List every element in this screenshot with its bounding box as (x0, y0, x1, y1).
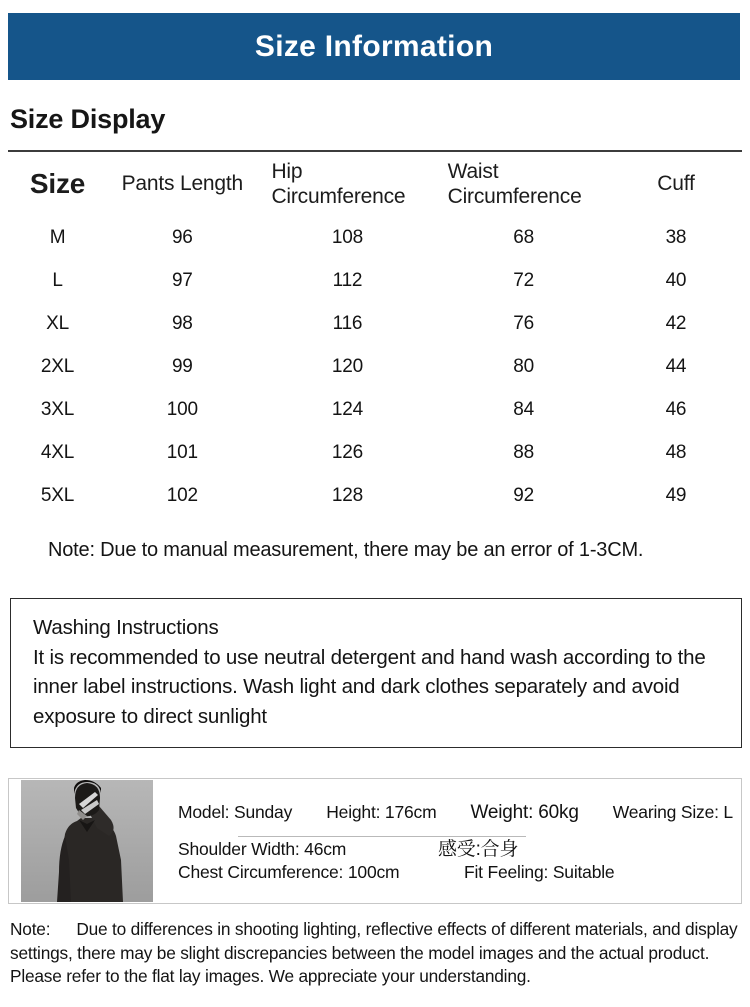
col-header-waist: Waist Circumference (447, 160, 582, 208)
model-stats-row (178, 802, 735, 824)
cell-cuff: 44 (665, 355, 687, 377)
model-height: Height: 176cm (326, 802, 437, 822)
cell-pants-length: 96 (171, 226, 193, 248)
cell-waist: 80 (513, 355, 534, 377)
cell-hip: 128 (331, 484, 364, 506)
col-header-size: Size (29, 168, 86, 199)
model-fit-feeling: Fit Feeling: Suitable (464, 862, 615, 882)
model-name: Model: Sunday (178, 802, 293, 822)
table-row (8, 431, 742, 474)
cell-size: 5XL (40, 484, 75, 506)
measurement-note: Note: Due to manual measurement, there may be an error of 1-3CM. (48, 539, 644, 561)
cell-pants-length: 102 (166, 484, 198, 506)
cell-size: M (49, 226, 66, 248)
cell-cuff: 40 (665, 269, 687, 291)
cell-cuff: 46 (665, 398, 687, 420)
table-row (8, 259, 742, 302)
model-divider (238, 836, 526, 837)
table-row (8, 216, 742, 259)
cell-hip: 124 (331, 398, 364, 420)
col-header-pants-length: Pants Length (121, 172, 243, 195)
cell-waist: 92 (513, 484, 534, 506)
cell-pants-length: 100 (166, 398, 198, 420)
table-row (8, 345, 742, 388)
model-chest: Chest Circumference: 100cm (178, 862, 400, 882)
model-details (153, 780, 741, 902)
cell-hip: 112 (332, 269, 363, 291)
size-information-banner (8, 13, 740, 80)
cell-size: 2XL (40, 355, 75, 377)
cell-pants-length: 101 (166, 441, 198, 463)
bottom-disclaimer (10, 918, 738, 989)
bottom-note-text: Due to differences in shooting lighting, reflective effects of different materials, and display settings, there may be slight discrepancies between the model images and the actual product. Please refer to the flat lay images. We appreciate your understanding. (10, 919, 738, 986)
cell-size: L (52, 269, 63, 291)
model-weight: Weight: 60kg (470, 802, 579, 823)
model-measurements-left (178, 838, 420, 884)
model-info-section (8, 778, 742, 904)
cell-pants-length: 99 (171, 355, 193, 377)
cell-cuff: 42 (665, 312, 687, 334)
size-display-heading: Size Display (10, 104, 166, 134)
cell-hip: 116 (332, 312, 363, 334)
washing-instructions-title: Washing Instructions (33, 616, 219, 639)
model-shoulder-width: Shoulder Width: 46cm (178, 839, 347, 859)
cell-hip: 120 (331, 355, 364, 377)
cell-size: 3XL (40, 398, 75, 420)
washing-instructions-box (10, 598, 742, 748)
col-header-cuff: Cuff (657, 172, 695, 195)
cell-cuff: 48 (665, 441, 687, 463)
cell-size: 4XL (40, 441, 75, 463)
bottom-note-label: Note: (10, 919, 51, 939)
table-row (8, 474, 742, 517)
cell-cuff: 49 (665, 484, 687, 506)
model-measurements-row (178, 838, 735, 884)
washing-instructions-body: It is recommended to use neutral detergent and hand wash according to the inner label instructions. Wash light and dark clothes separately and avoid exposure to direct sunlight (33, 645, 706, 728)
cell-waist: 68 (513, 226, 534, 248)
cell-size: XL (46, 312, 69, 334)
size-table (8, 150, 742, 517)
cell-waist: 76 (513, 312, 534, 334)
banner-title: Size Information (254, 29, 494, 63)
cell-waist: 88 (513, 441, 534, 463)
cell-hip: 126 (331, 441, 364, 463)
table-row (8, 388, 742, 431)
model-wearing-size: Wearing Size: L (612, 802, 733, 822)
model-fit-block (438, 838, 614, 884)
cell-hip: 108 (331, 226, 364, 248)
table-row (8, 302, 742, 345)
model-feel-cn: 感受:合身 (438, 839, 519, 860)
cell-waist: 72 (513, 269, 534, 291)
col-header-hip: Hip Circumference (271, 160, 406, 208)
cell-waist: 84 (513, 398, 534, 420)
cell-cuff: 38 (665, 226, 687, 248)
model-photo-icon (21, 780, 153, 902)
cell-pants-length: 98 (171, 312, 193, 334)
size-table-header-row (8, 152, 742, 216)
cell-pants-length: 97 (171, 269, 193, 291)
